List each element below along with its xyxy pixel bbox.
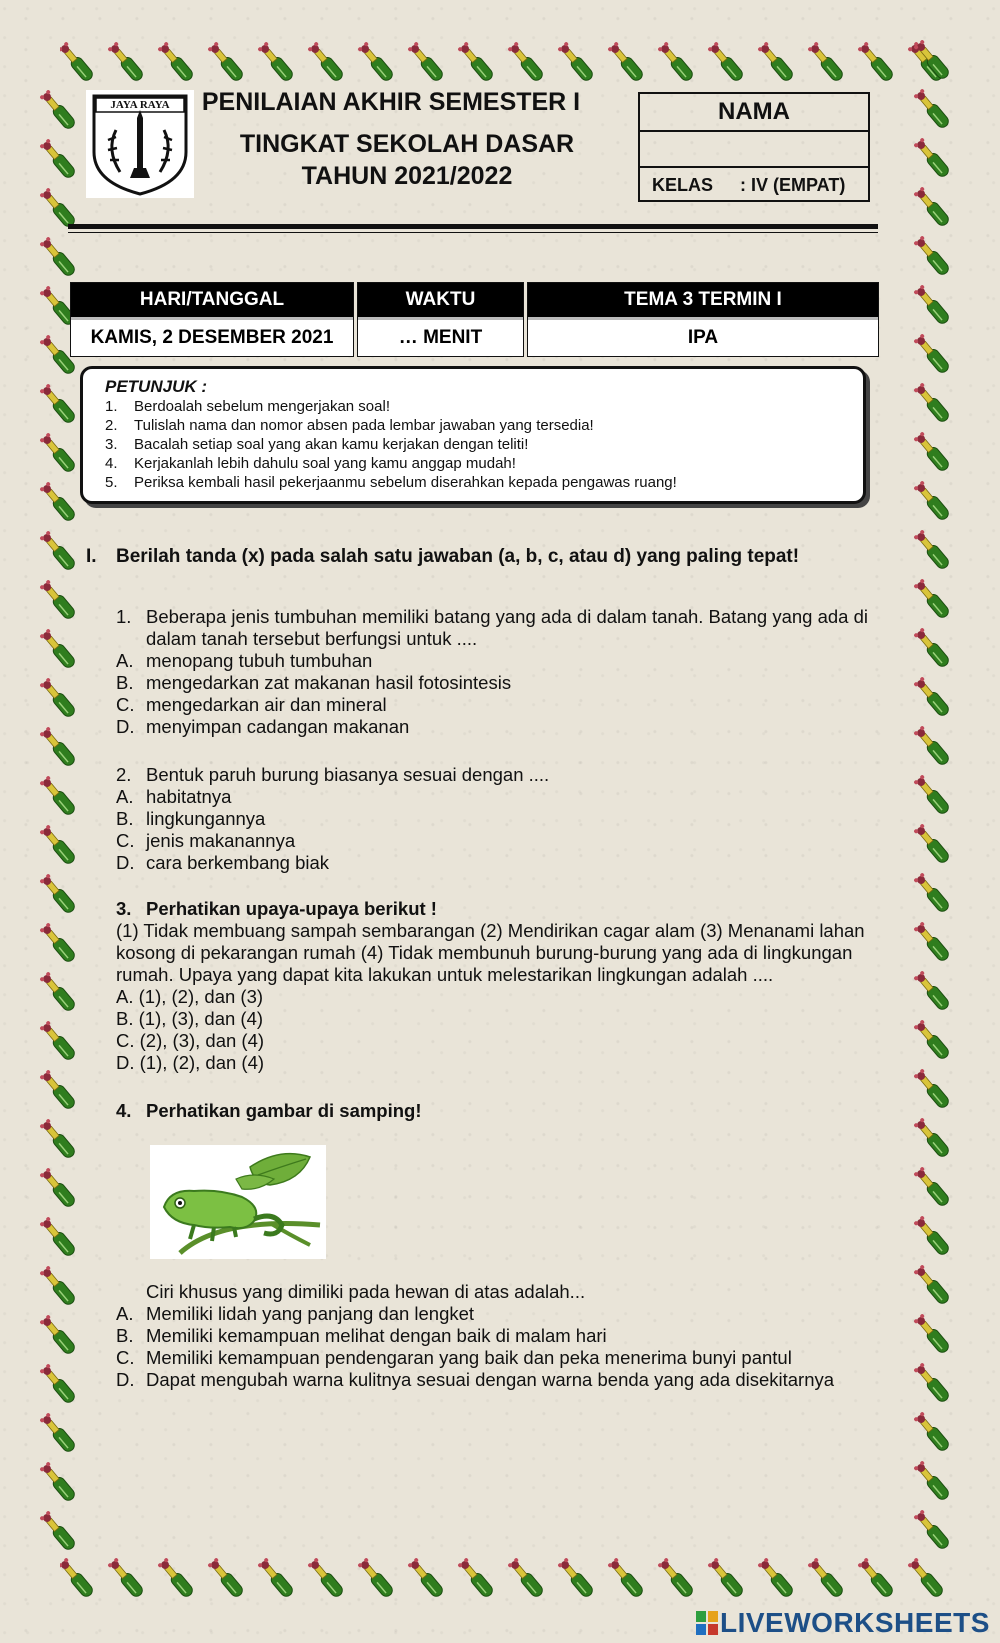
bottle-ornament-icon [39,187,76,228]
decorative-border-bottom [60,1548,950,1608]
bottle-ornament-icon [857,1557,894,1598]
waktu-value: … MENIT [358,317,523,356]
option[interactable]: C. jenis makanannya [116,830,296,851]
option[interactable]: C. (2), (3), dan (4) [116,1030,265,1051]
option[interactable]: A. habitatnya [116,786,232,807]
waktu-header: WAKTU [358,283,523,317]
question-text: dalam tanah tersebut berfungsi untuk .... [146,628,478,649]
bottle-ornament-icon [39,579,76,620]
bottle-ornament-icon [913,725,950,766]
bottle-ornament-icon [39,775,76,816]
bottle-ornament-icon [307,41,344,82]
petunjuk-item: 5. Periksa kembali hasil pekerjaanmu sebelum diserahkan kepada pengawas ruang! [105,474,677,491]
bottle-ornament-icon [807,41,844,82]
bottle-ornament-icon [39,1412,76,1453]
bottle-ornament-icon [407,1557,444,1598]
bottle-ornament-icon [857,41,894,82]
nama-field[interactable] [640,132,868,168]
bottle-ornament-icon [39,1216,76,1257]
petunjuk-list [105,397,863,492]
bottle-ornament-icon [60,41,95,82]
bottle-ornament-icon [913,970,950,1011]
header-divider [68,224,878,229]
bottle-ornament-icon [913,774,950,815]
bottle-ornament-icon [507,41,544,82]
bottle-ornament-icon [39,1069,76,1110]
option[interactable]: B. lingkungannya [116,808,266,829]
hari-tanggal-value: KAMIS, 2 DESEMBER 2021 [71,317,353,356]
bottle-ornament-icon [913,627,950,668]
decorative-border-top [60,32,950,92]
option[interactable]: C. mengedarkan air dan mineral [116,694,387,715]
option[interactable]: B. (1), (3), dan (4) [116,1008,264,1029]
question-title: Perhatikan gambar di samping! [146,1100,422,1121]
section-heading [86,546,906,568]
bottle-ornament-icon [39,922,76,963]
bottle-ornament-icon [157,1557,194,1598]
question-body: rumah. Upaya yang dapat kita lakukan untuk melestarikan lingkungan adalah .... [116,964,774,985]
option[interactable]: B. mengedarkan zat makanan hasil fotosintesis [116,672,512,693]
kelas-row [640,168,868,202]
question-3: 3. Perhatikan upaya-upaya berikut ! (1) Tidak membuang sampah sembarangan (2) Mendirikan cagar alam (3) Menanami lahan kosong di pekarangan rumah (4) Tidak membunuh burung-burung yang ada di lingkungan rumah. Upaya yang dapat kita lakukan untuk melestarikan lingkungan adalah .... A. (1), (2), dan (3) B. (1), (3), dan (4) C. (2), (3), dan (4) D. (1), (2), dan (4) [116,898,916,1074]
nama-label: NAMA [640,94,868,132]
bottle-ornament-icon [39,1363,76,1404]
bottle-ornament-icon [39,236,76,277]
option[interactable]: A. Memiliki lidah yang panjang dan lengket [116,1303,475,1324]
bottle-ornament-icon [913,578,950,619]
petunjuk-item: 1. Berdoalah sebelum mengerjakan soal! [105,398,390,415]
chameleon-image [150,1145,326,1259]
bottle-ornament-icon [913,1362,950,1403]
bottle-ornament-icon [307,1557,344,1598]
bottle-ornament-icon [913,823,950,864]
bottle-ornament-icon [257,1557,294,1598]
tema-header: TEMA 3 TERMIN I [528,283,878,317]
bottle-ornament-icon [39,971,76,1012]
bottle-ornament-icon [107,1557,144,1598]
bottle-ornament-icon [657,41,694,82]
bottle-ornament-icon [913,676,950,717]
bottle-ornament-icon [357,1557,394,1598]
bottle-ornament-icon [913,186,950,227]
bottle-ornament-icon [913,1117,950,1158]
bottle-ornament-icon [913,921,950,962]
bottle-ornament-icon [913,333,950,374]
bottle-ornament-icon [913,1166,950,1207]
bottle-ornament-icon [157,41,194,82]
bottle-ornament-icon [657,1557,694,1598]
bottle-ornament-icon [757,1557,794,1598]
bottle-ornament-icon [39,1461,76,1502]
bottle-ornament-icon [39,530,76,571]
question-2: 2. Bentuk paruh burung biasanya sesuai dengan .... A. habitatnya B. lingkungannya C. jenis makanannya D. cara berkembang biak [116,764,916,874]
bottle-ornament-icon [913,1509,950,1550]
bottle-ornament-icon [913,529,950,570]
info-col-1 [70,282,354,357]
bottle-ornament-icon [913,40,950,81]
bottle-ornament-icon [207,1557,244,1598]
bottle-ornament-icon [39,1510,76,1550]
petunjuk-item: 4. Kerjakanlah lebih dahulu soal yang kamu anggap mudah! [105,455,516,472]
bottle-ornament-icon [913,88,950,129]
title-line-1: PENILAIAN AKHIR SEMESTER I [201,88,581,116]
bottle-ornament-icon [39,138,76,179]
kelas-label: KELAS [652,175,714,195]
bottle-ornament-icon [907,1557,944,1598]
option[interactable]: D. menyimpan cadangan makanan [116,716,410,737]
watermark-text: LIVEWORKSHEETS [720,1607,990,1638]
bottle-ornament-icon [913,1068,950,1109]
bottle-ornament-icon [39,432,76,473]
bottle-ornament-icon [39,1314,76,1355]
bottle-ornament-icon [107,41,144,82]
bottle-ornament-icon [913,1460,950,1501]
option[interactable]: D. cara berkembang biak [116,852,330,873]
petunjuk-box [80,366,866,504]
info-col-3 [527,282,879,357]
bottle-ornament-icon [913,480,950,521]
liveworksheets-watermark[interactable] [696,1606,990,1640]
question-text: Beberapa jenis tumbuhan memiliki batang yang ada di dalam tanah. Batang yang ada di [146,606,868,627]
petunjuk-title: PETUNJUK : [105,377,208,396]
bottle-ornament-icon [913,1264,950,1305]
question-body: (1) Tidak membuang sampah sembarangan (2) Mendirikan cagar alam (3) Menanami lahan [116,920,865,941]
petunjuk-item: 3. Bacalah setiap soal yang akan kamu kerjakan dengan teliti! [105,436,529,453]
bottle-ornament-icon [557,1557,594,1598]
option[interactable]: D. Dapat mengubah warna kulitnya sesuai dengan warna benda yang ada disekitarnya [116,1369,835,1390]
bottle-ornament-icon [457,41,494,82]
header-divider-thin [68,232,878,233]
bottle-ornament-icon [39,873,76,914]
liveworksheets-logo-icon [696,1611,718,1635]
bottle-ornament-icon [607,1557,644,1598]
bottle-ornament-icon [39,1167,76,1208]
bottle-ornament-icon [807,1557,844,1598]
bottle-ornament-icon [39,90,76,131]
option[interactable]: B. Memiliki kemampuan melihat dengan baik di malam hari [116,1325,607,1346]
option[interactable]: D. (1), (2), dan (4) [116,1052,265,1073]
bottle-ornament-icon [557,41,594,82]
nama-box [638,92,870,202]
school-emblem [86,90,194,198]
bottle-ornament-icon [707,41,744,82]
bottle-ornament-icon [39,1118,76,1159]
mapel-value: IPA [528,317,878,356]
bottle-ornament-icon [913,382,950,423]
bottle-ornament-icon [913,1019,950,1060]
option[interactable]: A. (1), (2), dan (3) [116,986,264,1007]
bottle-ornament-icon [913,872,950,913]
bottle-ornament-icon [39,824,76,865]
question-text: Bentuk paruh burung biasanya sesuai dengan .... [146,764,550,785]
bottle-ornament-icon [39,628,76,669]
bottle-ornament-icon [357,41,394,82]
option[interactable]: A. menopang tubuh tumbuhan [116,650,373,671]
bottle-ornament-icon [913,137,950,178]
bottle-ornament-icon [39,383,76,424]
bottle-ornament-icon [607,41,644,82]
section-numeral: I. [86,546,97,567]
title-line-3: TAHUN 2021/2022 [301,162,513,190]
question-4-title: 4. Perhatikan gambar di samping! [116,1100,422,1121]
bottle-ornament-icon [457,1557,494,1598]
bottle-ornament-icon [407,41,444,82]
bottle-ornament-icon [913,1215,950,1256]
bottle-ornament-icon [60,1557,95,1598]
bottle-ornament-icon [707,1557,744,1598]
chameleon-icon [150,1145,326,1259]
bottle-ornament-icon [39,1020,76,1061]
hari-tanggal-header: HARI/TANGGAL [71,283,353,317]
question-4 [116,1281,916,1391]
question-1: 1. Beberapa jenis tumbuhan memiliki batang yang ada di dalam tanah. Batang yang ada di dalam tanah tersebut berfungsi untuk .... A. menopang tubuh tumbuhan B. mengedarkan zat makanan hasil fotosintesis C. mengedarkan air dan mineral D. menyimpan cadangan makanan [116,606,916,738]
bottle-ornament-icon [39,677,76,718]
question-title: Perhatikan upaya-upaya berikut ! [146,898,437,919]
question-body: kosong di pekarangan rumah (4) Tidak membunuh burung-burung yang ada di lingkungan [116,942,853,963]
bottle-ornament-icon [913,1313,950,1354]
bottle-ornament-icon [257,41,294,82]
question-text: Ciri khusus yang dimiliki pada hewan di atas adalah... [146,1281,586,1302]
bottle-ornament-icon [39,481,76,522]
bottle-ornament-icon [913,431,950,472]
bottle-ornament-icon [913,235,950,276]
title-line-2: TINGKAT SEKOLAH DASAR [239,130,575,158]
bottle-ornament-icon [39,726,76,767]
bottle-ornament-icon [913,1411,950,1452]
option[interactable]: C. Memiliki kemampuan pendengaran yang baik dan peka menerima bunyi pantul [116,1347,792,1368]
bottle-ornament-icon [913,284,950,325]
bottle-ornament-icon [757,41,794,82]
section-instruction: Berilah tanda (x) pada salah satu jawaban (a, b, c, atau d) yang paling tepat! [116,546,800,567]
info-col-2 [357,282,524,357]
bottle-ornament-icon [207,41,244,82]
bottle-ornament-icon [39,1265,76,1306]
petunjuk-item: 2. Tulislah nama dan nomor absen pada lembar jawaban yang tersedia! [105,417,594,434]
kelas-value: : IV (EMPAT) [740,175,846,195]
emblem-text: JAYA RAYA [110,99,170,111]
bottle-ornament-icon [507,1557,544,1598]
